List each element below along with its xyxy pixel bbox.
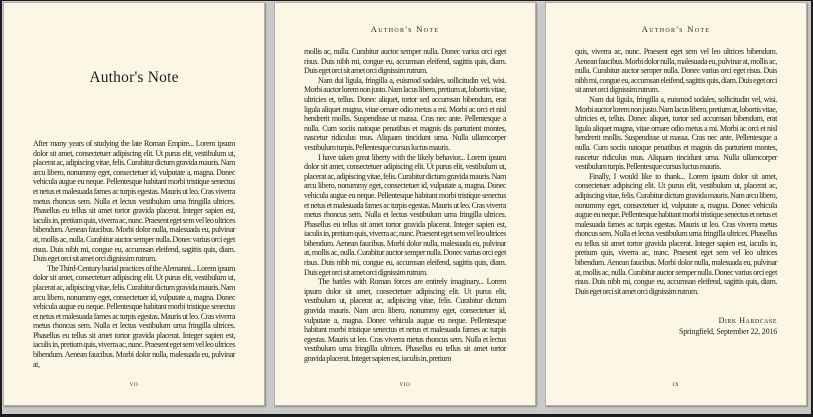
chapter-title: Author's Note <box>89 69 179 86</box>
book-page-middle <box>274 2 536 406</box>
paragraph: quis, viverra ac, nunc. Praesent eget sem vel leo ultrices bibendum. Aenean faucibus. Morbi dolor nulla, malesuada eu, pulvinar at, mollis ac, nulla. Curabitur auctor semper nulla. Donec varius orci eget risus. Duis nibh mi, congue eu, accumsan eleifend, sagittis quis, diam. Duis eget orci sit amet orci dignissim rutrum. <box>575 47 777 95</box>
paragraph: The battles with Roman forces are entirely imaginary... Lorem ipsum dolor sit amet, consectetuer adipiscing elit. Ut purus elit, vestibulum ut, placerat ac, adipiscing vitae, felis. Curabitur dictum gravida mauris. Nam arcu libero, nonummy eget, consectetuer id, vulputate a, magna. Donec vehicula augue eu neque. Pellentesque habitant morbi tristique senectus et netus et malesuada fames ac turpis egestas. Mauris ut leo. Cras viverra metus rhoncus sem. Nulla et lectus vestibulum urna fringilla ultrices. Phasellus eu tellus sit amet tortor gravida placerat. Integer sapien est, iaculis in, pretium <box>304 277 506 363</box>
page-body <box>575 47 777 313</box>
page-number: ix <box>672 379 680 388</box>
paragraph: After many years of studying the late Roman Empire... Lorem ipsum dolor sit amet, consectetuer adipiscing elit. Ut purus elit, vestibulum ut, placerat ac, adipiscing vitae, felis. Curabitur dictum gravida mauris. Nam arcu libero, nonummy eget, consectetuer id, vulputate a, magna. Donec vehicula augue eu neque. Pellentesque habitant morbi tristique senectus et netus et malesuada fames ac turpis egestas. Mauris ut leo. Cras viverra metus rhoncus sem. Nulla et lectus vestibulum urna fringilla ultrices. Phasellus eu tellus sit amet tortor gravida placerat. Integer sapien est, iaculis in, pretium quis, viverra ac, nunc. Praesent eget sem vel leo ultrices bibendum. Aenean faucibus. Morbi dolor nulla, malesuada eu, pulvinar at, mollis ac, nulla. Curabitur auctor semper nulla. Donec varius orci eget risus. Duis nibh mi, congue eu, accumsan eleifend, sagittis quis, diam. Duis eget orci sit amet orci dignissim rutrum. <box>33 139 235 264</box>
page-body <box>33 139 235 377</box>
book-page-left <box>3 2 265 406</box>
page-number: vii <box>129 379 139 388</box>
signature-block <box>575 315 777 337</box>
paragraph: The Third-Century burial practices of the Alemanni... Lorem ipsum dolor sit amet, consectetuer adipiscing elit. Ut purus elit, vestibulum ut, placerat ac, adipiscing vitae, felis. Curabitur dictum gravida mauris. Nam arcu libero, nonummy eget, consectetuer id, vulputate a, magna. Donec vehicula augue eu neque. Pellentesque habitant morbi tristique senectus et netus et malesuada fames ac turpis egestas. Mauris ut leo. Cras viverra metus rhoncus sem. Nulla et lectus vestibulum urna fringilla ultrices. Phasellus eu tellus sit amet tortor gravida placerat. Integer sapien est, iaculis in, pretium quis, viverra ac, nunc. Praesent eget sem vel leo ultrices bibendum. Aenean faucibus. Morbi dolor nulla, malesuada eu, pulvinar at, <box>33 263 235 369</box>
paragraph: mollis ac, nulla. Curabitur auctor semper nulla. Donec varius orci eget risus. Duis nibh mi, congue eu, accumsan eleifend, sagittis quis, diam. Duis eget orci sit amet orci dignissim rutrum. <box>304 47 506 76</box>
page-body <box>304 47 506 377</box>
running-header: Author's Note <box>370 24 440 34</box>
page-number: viii <box>399 379 411 388</box>
signature-place-date: Springfield, September 22, 2016 <box>678 327 777 336</box>
running-header: Author's Note <box>641 24 711 34</box>
paragraph: I have taken great liberty with the likely behavior... Lorem ipsum dolor sit amet, consectetuer adipiscing elit. Ut purus elit, vestibulum ut, placerat ac, adipiscing vitae, felis. Curabitur dictum gravida mauris. Nam arcu libero, nonummy eget, consectetuer id, vulputate a, magna. Donec vehicula augue eu neque. Pellentesque habitant morbi tristique senectus et netus et malesuada fames ac turpis egestas. Mauris ut leo. Cras viverra metus rhoncus sem. Nulla et lectus vestibulum urna fringilla ultrices. Phasellus eu tellus sit amet tortor gravida placerat. Integer sapien est, iaculis in, pretium quis, viverra ac, nunc. Praesent eget sem vel leo ultrices bibendum. Aenean faucibus. Morbi dolor nulla, malesuada eu, pulvinar at, mollis ac, nulla. Curabitur auctor semper nulla. Donec varius orci eget risus. Duis nibh mi, congue eu, accumsan eleifend, sagittis quis, diam. Duis eget orci sit amet orci dignissim rutrum. <box>304 152 506 277</box>
signature-name: Dirk Hardcase <box>718 316 777 325</box>
book-page-right <box>545 2 807 406</box>
paragraph: Nam dui ligula, fringilla a, euismod sodales, sollicitudin vel, wisi. Morbi auctor lorem non justo. Nam lacus libero, pretium at, lobortis vitae, ultricies et, tellus. Donec aliquet, tortor sed accumsan bibendum, erat ligula aliquet magna, vitae ornare odio metus a mi. Morbi ac orci et nisl hendrerit mollis. Suspendisse ut massa. Cras nec ante. Pellentesque a nulla. Cum sociis natoque penatibus et magnis dis parturient montes, nascetur ridiculus mus. Aliquam tincidunt urna. Nulla ullamcorper vestibulum turpis. Pellentesque cursus luctus mauris. <box>304 75 507 152</box>
paragraph: Finally, I would like to thank... Lorem ipsum dolor sit amet, consectetuer adipiscing elit. Ut purus elit, vestibulum ut, placerat ac, adipiscing vitae, felis. Curabitur dictum gravida mauris. Nam arcu libero, nonummy eget, consectetuer id, vulputate a, magna. Donec vehicula augue eu neque. Pellentesque habitant morbi tristique senectus et netus et malesuada fames ac turpis egestas. Mauris ut leo. Cras viverra metus rhoncus sem. Nulla et lectus vestibulum urna fringilla ultrices. Phasellus eu tellus sit amet tortor gravida placerat. Integer sapien est, iaculis in, pretium quis, viverra ac, nunc. Praesent eget sem vel leo ultrices bibendum. Aenean faucibus. Morbi dolor nulla, malesuada eu, pulvinar at, mollis ac, nulla. Curabitur auctor semper nulla. Donec varius orci eget risus. Duis nibh mi, congue eu, accumsan eleifend, sagittis quis, diam. Duis eget orci sit amet orci dignissim rutrum. <box>575 171 777 296</box>
paragraph: Nam dui ligula, fringilla a, euismod sodales, sollicitudin vel, wisi. Morbi auctor lorem non justo. Nam lacus libero, pretium at, lobortis vitae, ultricies et, tellus. Donec aliquet, tortor sed accumsan bibendum, erat ligula aliquet magna, vitae ornare odio metus a mi. Morbi ac orci et nisl hendrerit mollis. Suspendisse ut massa. Cras nec ante. Pellentesque a nulla. Cum sociis natoque penatibus et magnis dis parturient montes, nascetur ridiculus mus. Aliquam tincidunt urna. Nulla ullamcorper vestibulum turpis. Pellentesque cursus luctus mauris. <box>575 94 778 172</box>
